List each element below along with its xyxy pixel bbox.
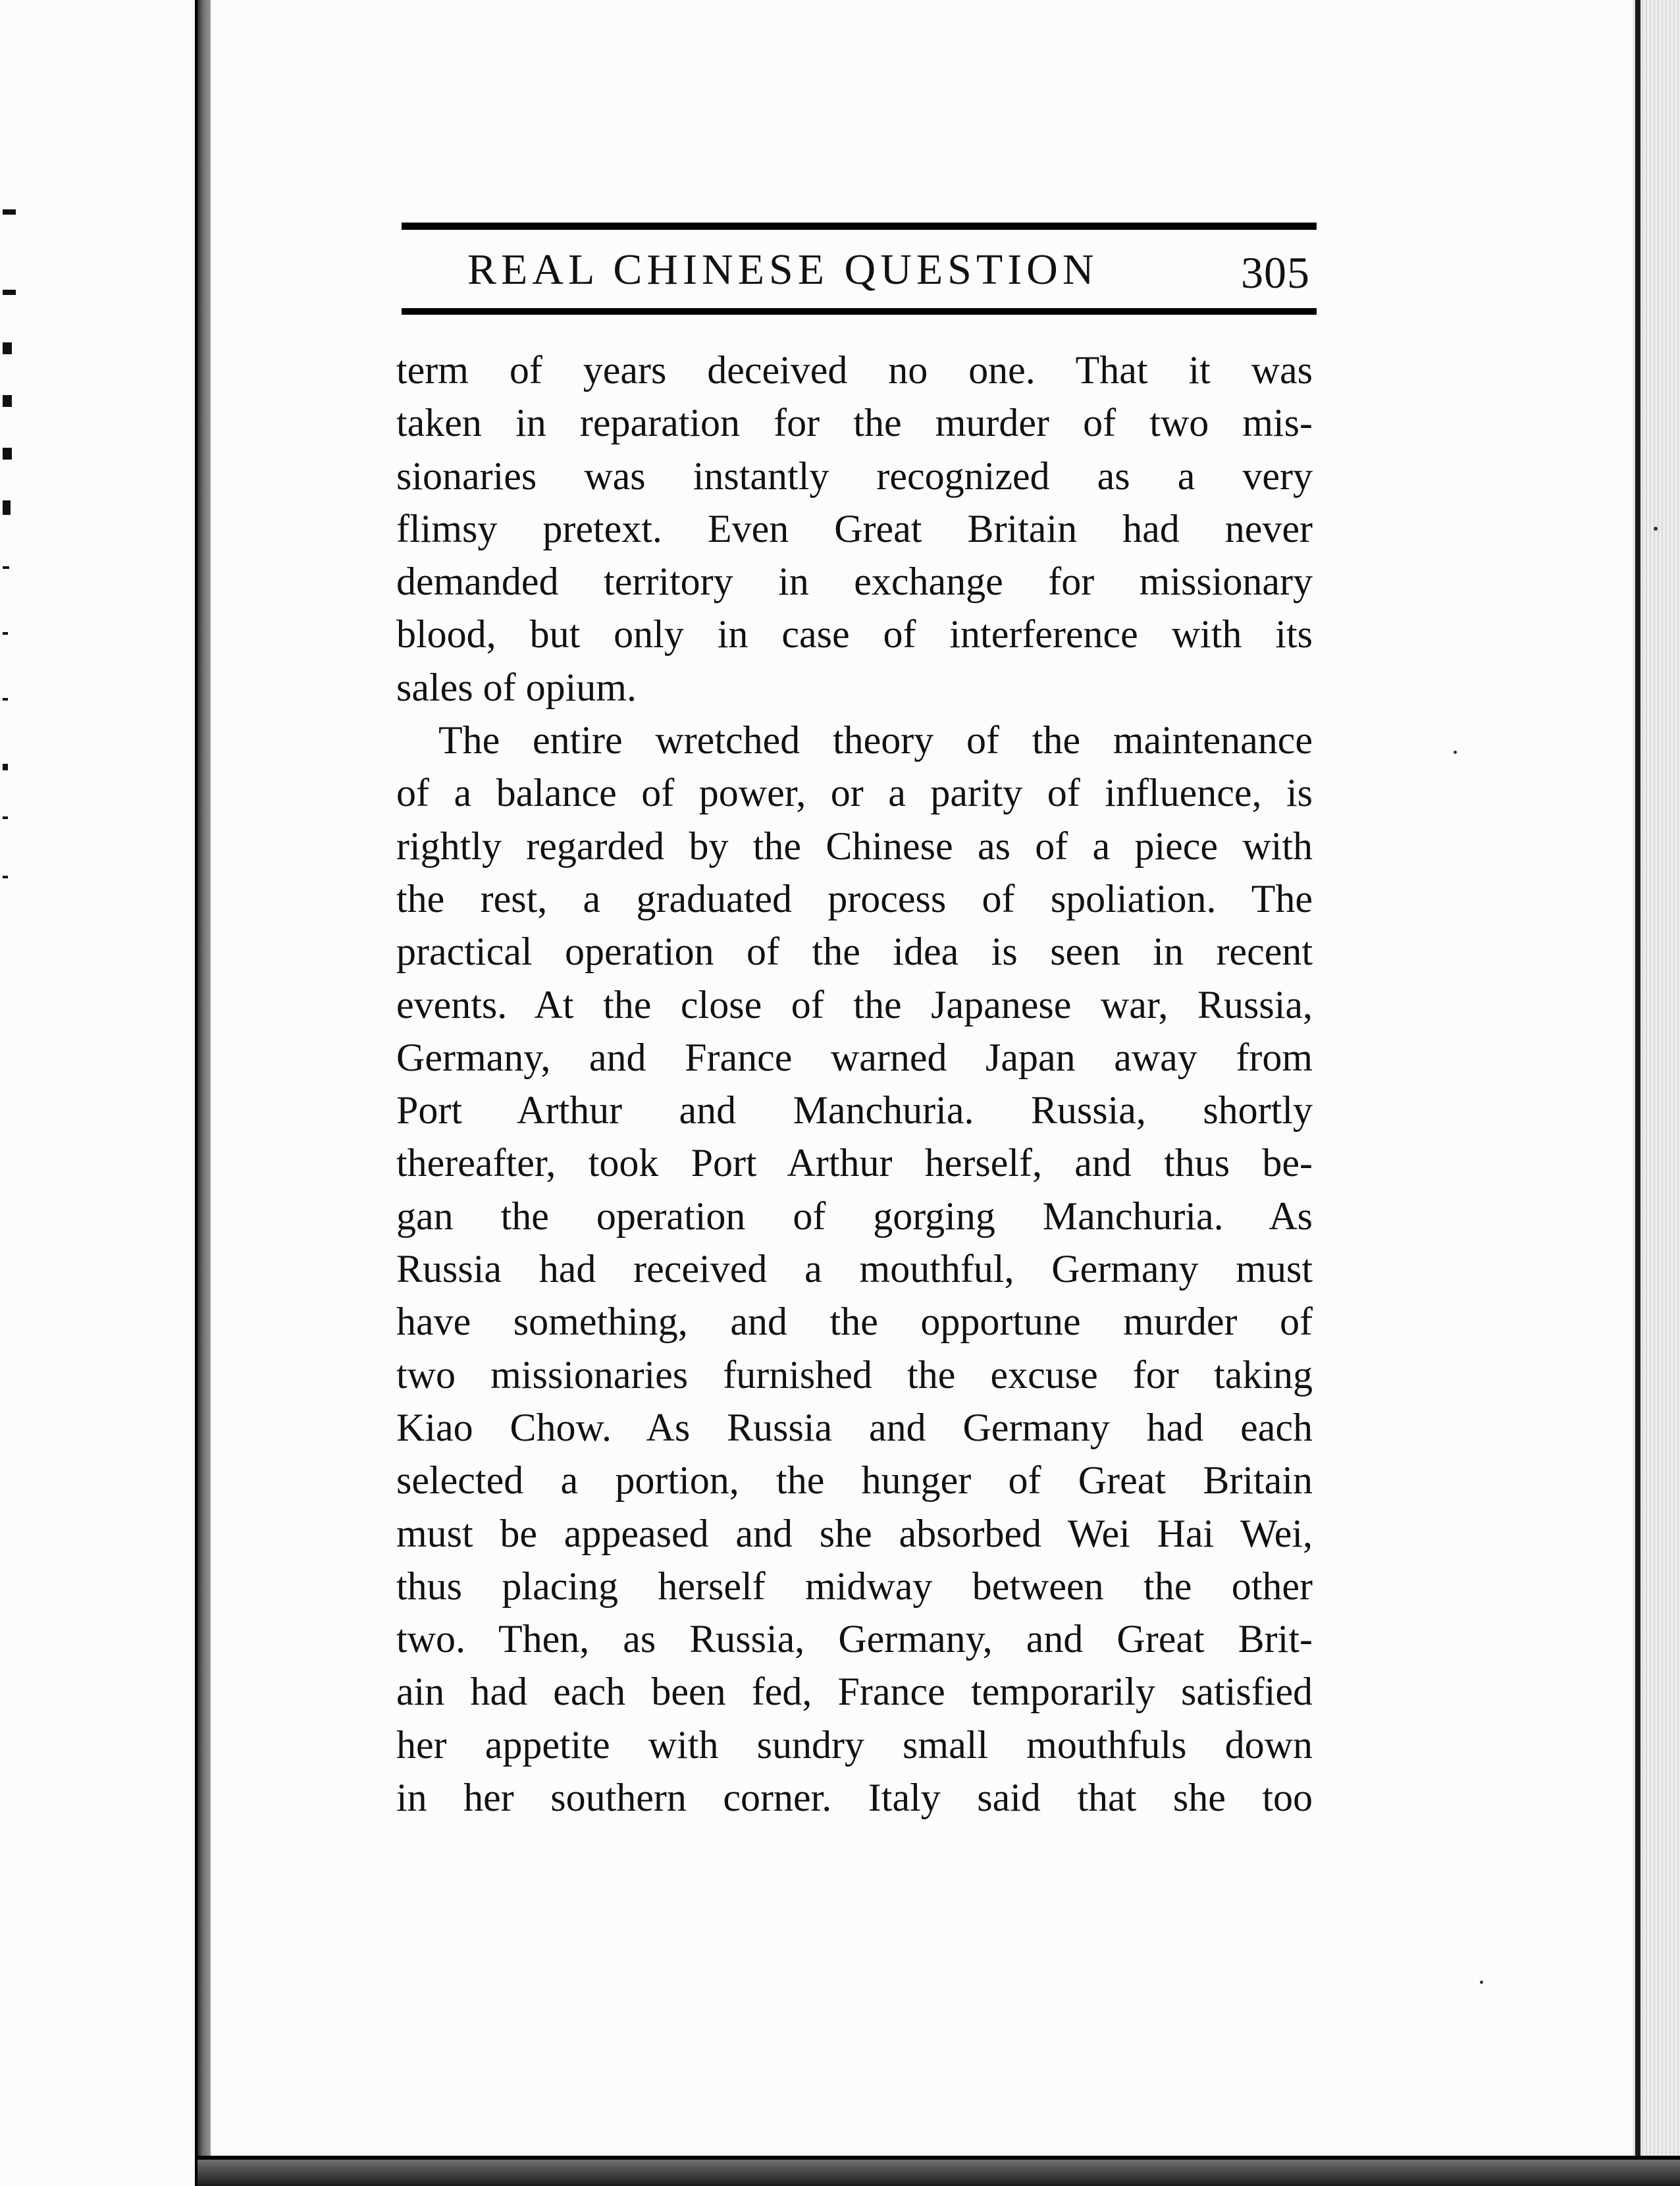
text-line: demanded territory in exchange for missionary (396, 560, 1313, 604)
scan-speck (1654, 527, 1658, 531)
scan-speck (1454, 751, 1457, 754)
text-line: in her southern corner. Italy said that she too (396, 1776, 1313, 1820)
text-line: blood, but only in case of interference with its (396, 612, 1313, 656)
bleed-mark (3, 290, 16, 295)
bleed-mark (3, 566, 9, 569)
text-line: events. At the close of the Japanese war, Russia, (396, 982, 1313, 1026)
bleed-mark (3, 632, 8, 635)
text-line: two missionaries furnished the excuse for taking (396, 1352, 1313, 1397)
bleed-mark (3, 876, 8, 878)
text-line: Germany, and France warned Japan away from (396, 1035, 1313, 1079)
text-line: The entire wretched theory of the maintenance (438, 718, 1313, 762)
bleed-mark (3, 764, 8, 770)
running-header (402, 232, 1317, 306)
text-line: rightly regarded by the Chinese as of a piece with (396, 824, 1313, 868)
text-line: flimsy pretext. Even Great Britain had never (396, 506, 1313, 550)
paragraph (396, 714, 1313, 1824)
text-line: ain had each been fed, France temporarily satisfied (396, 1670, 1313, 1714)
page-number: 305 (1241, 248, 1310, 298)
text-line: gan the operation of gorging Manchuria. As (396, 1194, 1313, 1238)
text-line: taken in reparation for the murder of two mis- (396, 401, 1313, 445)
text-line: sionaries was instantly recognized as a very (396, 454, 1313, 498)
bleed-mark (3, 500, 11, 515)
bleed-mark (3, 395, 12, 407)
header-rule-top (402, 223, 1317, 230)
scan-speck (1480, 1981, 1483, 1984)
text-line: the rest, a graduated process of spoliation. The (396, 876, 1313, 920)
text-line: of a balance of power, or a parity of influence, is (396, 771, 1313, 815)
text-line: her appetite with sundry small mouthfuls down (396, 1722, 1313, 1767)
text-line: must be appeased and she absorbed Wei Hai Wei, (396, 1511, 1313, 1555)
text-line: two. Then, as Russia, Germany, and Great Brit- (396, 1617, 1313, 1661)
header-rule-bottom (402, 308, 1317, 315)
bleed-mark (3, 342, 12, 354)
bleed-mark (3, 698, 8, 701)
text-line: Kiao Chow. As Russia and Germany had each (396, 1405, 1313, 1449)
text-line: Port Arthur and Manchuria. Russia, shortly (396, 1088, 1313, 1133)
text-line: term of years deceived no one. That it was (396, 348, 1313, 392)
text-line: thereafter, took Port Arthur herself, and thus be- (396, 1141, 1313, 1185)
bleed-mark (3, 448, 12, 460)
text-line: have something, and the opportune murder of (396, 1300, 1313, 1344)
text-line: thus placing herself midway between the other (396, 1564, 1313, 1608)
bleed-mark (3, 816, 8, 819)
text-line: sales of opium. (396, 665, 637, 709)
paragraph (396, 344, 1313, 714)
bleed-mark (3, 209, 16, 215)
binding-shadow (197, 0, 211, 2186)
body-text (396, 344, 1313, 1824)
running-title: REAL CHINESE QUESTION (467, 246, 1099, 294)
text-line: selected a portion, the hunger of Great Britain (396, 1458, 1313, 1503)
bottom-edge-shadow (197, 2160, 1680, 2186)
text-line: practical operation of the idea is seen in recent (396, 930, 1313, 974)
page-edge-line (1635, 0, 1641, 2186)
text-line: Russia had received a mouthful, Germany must (396, 1247, 1313, 1291)
